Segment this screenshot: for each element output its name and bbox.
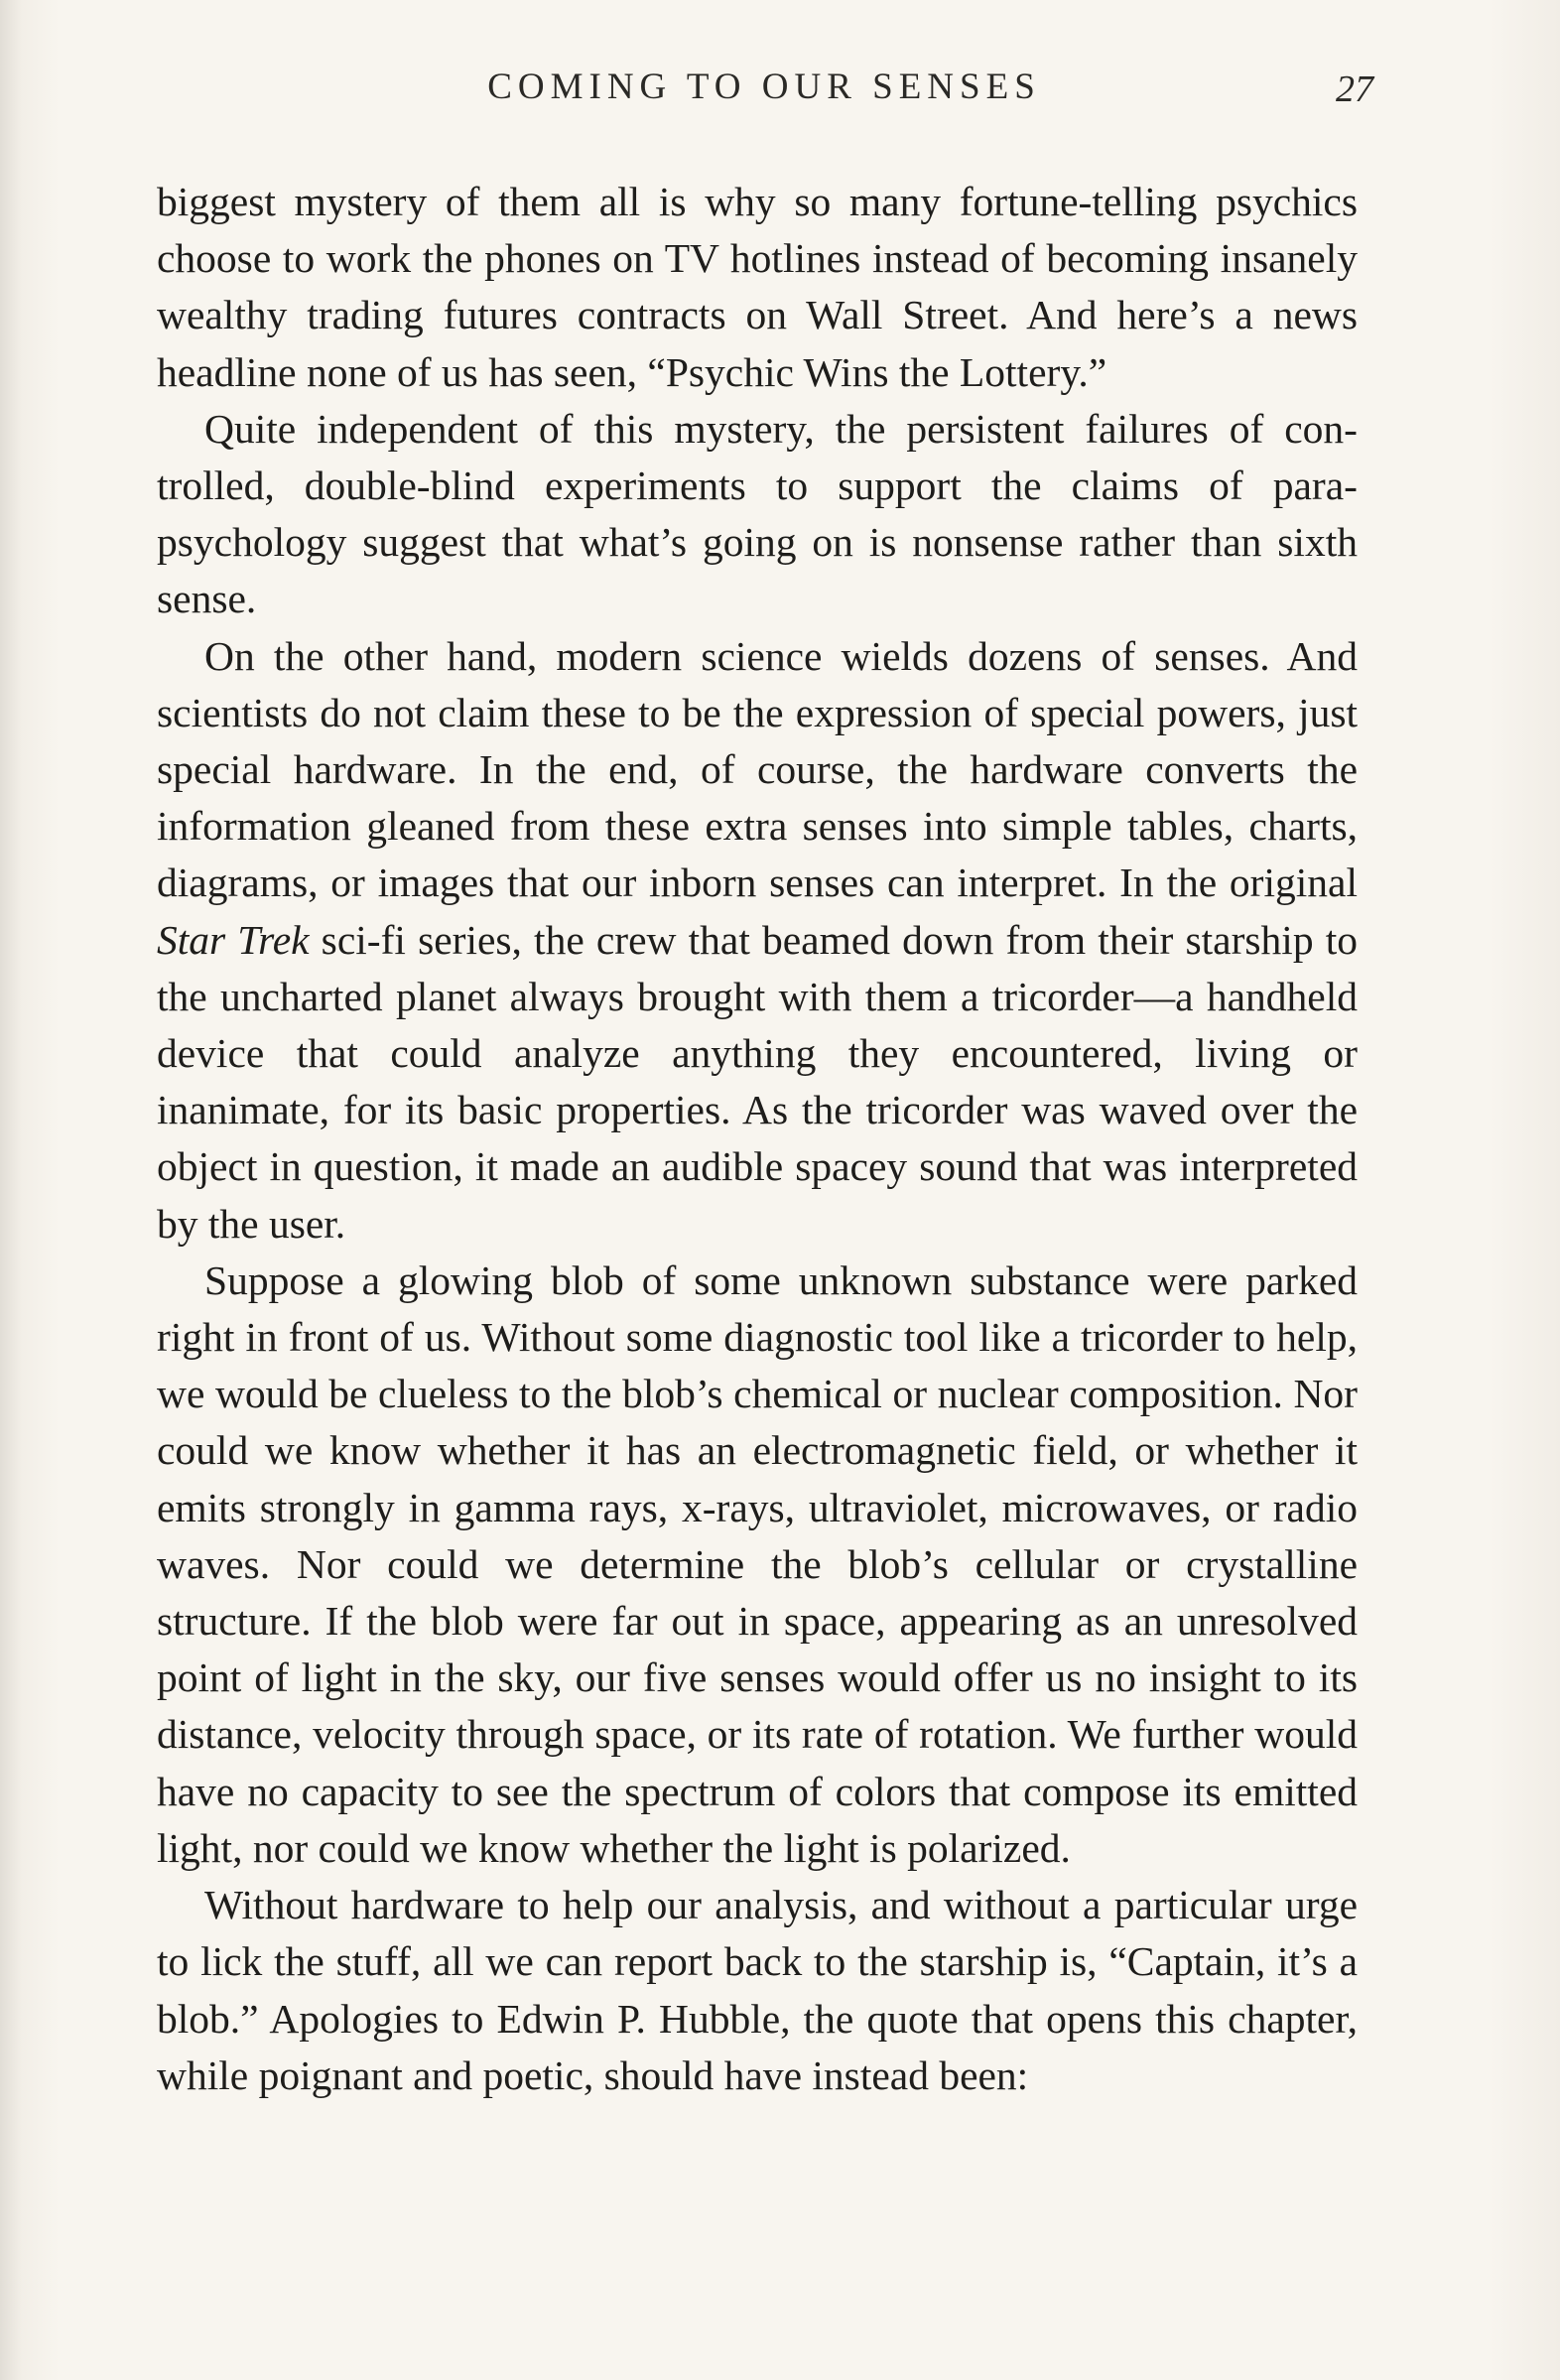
- paragraph-4: Suppose a glowing blob of some unknown substance were parked right in front of us. Without some diagnostic tool like a tricorder to help, we would be clueless to the blob’s chemical or nuclear composition. Nor could we know whether it has an electromagnetic field, or whether it emits strongly in gamma rays, x-rays, ultraviolet, microwaves, or radio waves. Nor could we determine the blob’s cellular or crystalline structure. If the blob were far out in space, appearing as an unresolved point of light in the sky, our five senses would offer us no insight to its distance, velocity through space, or its rate of rotation. We further would have no capacity to see the spectrum of colors that compose its emitted light, nor could we know whether the light is polarized.: [157, 1256, 1358, 1871]
- running-head: [159, 66, 1373, 121]
- paragraph-1: biggest mystery of them all is why so many fortune-telling psychics choose to work the phones on TV hotlines instead of becoming insanely wealthy trading futures contracts on Wall Street. And here’s a news headline none of us has seen, “Psychic Wins the Lottery.”: [157, 179, 1358, 395]
- paragraph-3-part-2: sci-fi series, the crew that beamed down from their starship to the uncharted planet always brought with them a tricorder—a handheld device that could analyze anything they encountered, living or inanimate, for its basic properties. As the tricorder was waved over the object in question, it made an audible spacey sound that was interpreted by the user.: [157, 916, 1358, 1247]
- paragraph-2: Quite independent of this mystery, the persistent failures of controlled, double-blind experiments to support the claims of parapsychology suggest that what’s going on is nonsense rather than sixth sense.: [157, 405, 1358, 622]
- paragraph-3: [157, 628, 1358, 1253]
- paragraph-5: Without hardware to help our analysis, and without a particular urge to lick the stuff, all we can report back to the starship is, “Captain, it’s a blob.” Apologies to Edwin P. Hubble, the quote that opens this chapter, while poignant and poetic, should have instead been:: [157, 1882, 1358, 2098]
- star-trek-title: Star Trek: [157, 916, 310, 963]
- running-title: COMING TO OUR SENSES: [487, 66, 1041, 107]
- page-number: 27: [1336, 68, 1373, 110]
- body-text: [157, 174, 1358, 2104]
- gutter-shadow: [0, 0, 22, 2380]
- paragraph-3-part-1: On the other hand, modern science wields dozens of senses. And scientists do not claim these to be the expression of special powers, just special hardware. In the end, of course, the hardware converts the information gleaned from these extra senses into simple tables, charts, diagrams, or images that our inborn senses can interpret. In the original: [157, 632, 1358, 906]
